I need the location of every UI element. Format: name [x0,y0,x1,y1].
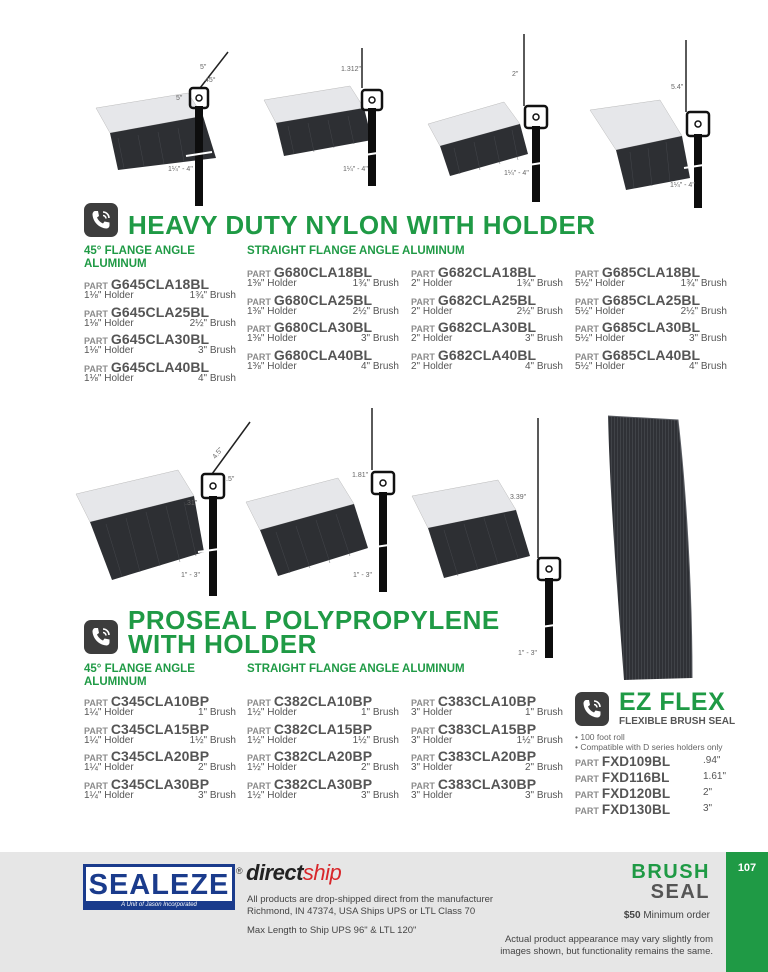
ez-flex-bullet: • Compatible with D series holders only [575,742,723,752]
brush-size: 2½" Brush [189,317,236,329]
part-prefix: PART [575,790,599,800]
directship-direct: direct [246,860,303,885]
brush-size: 2" Brush [197,762,236,773]
part-number: FXD109BL [601,754,671,769]
part-number: G645CLA18BL [110,276,210,292]
part-prefix: PART [575,774,599,784]
dimension-label: .31" [185,500,198,507]
part-row [84,276,236,304]
sealeze-logo [83,864,235,910]
shipping-info: Richmond, IN 47374, USA Ships UPS or LTL Class 70 [247,906,476,917]
directship-logo [246,860,341,886]
part-row [411,264,563,292]
directship-ship: ship [302,860,342,885]
brush-size: 1½" Brush [516,734,563,746]
proseal-part-column [84,693,236,803]
part-prefix: PART [84,336,108,346]
part-row [247,721,399,749]
ez-flex-bullet: • 100 foot roll [575,732,625,742]
part-prefix: PART [411,351,435,362]
part-number: C382CLA10BP [273,693,373,709]
sealeze-logo-text: SEALEZE [88,869,230,901]
part-prefix: PART [247,296,271,307]
holder-size: 1¼" Holder [84,762,134,773]
product-photo-g685 [586,40,726,210]
brush-size: 1½" Brush [189,734,236,746]
holder-size: 1¼" Holder [84,789,134,801]
shipping-info: All products are drop-shipped direct from the manufacturer [247,894,494,905]
ez-flex-title: EZ FLEX [619,688,726,716]
proseal-title-line2: WITH HOLDER [128,629,317,659]
part-number: C383CLA20BP [437,748,537,764]
brush-size: 3" Brush [197,345,236,356]
ez-flex-part-row [575,801,735,817]
part-prefix: PART [247,698,271,708]
dimension-label: 1¼" - 4" [343,166,368,173]
part-row [411,292,563,320]
holder-size: 1⅛" Holder [84,372,134,384]
holder-size: 3" Holder [411,762,453,773]
part-row [84,721,236,749]
holder-size: 1½" Holder [247,707,297,718]
heavy-duty-straight-subheading: STRAIGHT FLANGE ANGLE ALUMINUM [247,245,465,257]
part-prefix: PART [575,351,599,362]
part-row [84,776,236,804]
holder-size: 1⅛" Holder [84,290,134,301]
dimension-label: 5" [176,95,183,102]
part-prefix: PART [247,753,271,763]
ez-flex-size: 1.61" [703,771,727,782]
part-number: C382CLA20BP [273,748,373,764]
ez-flex-subtitle: FLEXIBLE BRUSH SEAL [619,716,736,727]
part-prefix: PART [411,269,435,279]
product-photo-c382 [242,408,402,593]
holder-size: 5½" Holder [575,360,625,372]
disclaimer-line: images shown, but functionality remains the same. [500,946,713,957]
part-number: C383CLA15BP [437,720,537,737]
holder-size: 3" Holder [411,734,453,746]
brush-size: 4" Brush [688,360,727,372]
part-number: G645CLA30BL [110,331,210,347]
dimension-label: 1¼" - 4" [670,182,695,189]
product-photo-g645 [88,48,238,208]
holder-size: 1⅜" Holder [247,333,297,344]
ez-flex-size: 2" [703,787,713,798]
part-prefix: PART [411,780,435,791]
part-number: G645CLA25BL [110,303,210,320]
part-prefix: PART [247,780,271,791]
registered-mark: ® [236,866,243,876]
proseal-part-column [247,693,399,803]
part-number: G685CLA30BL [601,319,701,335]
dimension-label: 1.81" [352,472,369,479]
minimum-amount: $50 [623,910,641,921]
brush-size: 2" Brush [360,762,399,773]
holder-size: 5½" Holder [575,278,625,289]
dimension-label: 3.39" [510,494,527,501]
part-number: G680CLA18BL [273,264,373,280]
brush-size: 3" Brush [524,789,563,801]
brush-size: 2½" Brush [352,305,399,317]
brush-size: 4" Brush [197,372,236,384]
part-number: G680CLA30BL [273,319,373,335]
ez-flex-size: .94" [703,755,721,766]
ez-flex-part-row [575,769,735,785]
part-row [84,359,236,387]
holder-size: 2" Holder [411,360,453,372]
part-prefix: PART [411,296,435,307]
part-number: C345CLA20BP [110,748,210,764]
holder-size: 5½" Holder [575,305,625,317]
holder-size: 1¼" Holder [84,707,134,718]
brush-size: 3" Brush [360,789,399,801]
part-number: C383CLA30BP [437,775,537,792]
proseal-part-column [411,693,563,803]
proseal-straight-subheading: STRAIGHT FLANGE ANGLE ALUMINUM [247,663,465,675]
part-number: G682CLA18BL [437,264,537,280]
brush-size: 2½" Brush [516,305,563,317]
holder-size: 1¼" Holder [84,734,134,746]
holder-size: 2" Holder [411,305,453,317]
proseal-title-line1: PROSEAL POLYPROPYLENE [128,605,500,635]
part-row [575,264,727,292]
part-prefix: PART [411,324,435,334]
brush-size: 1¾" Brush [352,278,399,289]
part-row [247,347,399,375]
dimension-label: 4.5" [211,446,225,461]
shipping-info: Max Length to Ship UPS 96" & LTL 120" [247,925,417,936]
part-number: C382CLA30BP [273,775,373,792]
holder-size: 3" Holder [411,707,453,718]
part-number: C383CLA10BP [437,693,537,709]
proseal-45-subheading: 45° FLANGE ANGLE ALUMINUM [84,663,195,688]
dimension-label: 1.312" [341,66,362,73]
holder-size: 1½" Holder [247,762,297,773]
part-prefix: PART [575,806,599,816]
brush-size: 1" Brush [360,707,399,718]
brush-size: 1¾" Brush [680,278,727,289]
product-photo-g680 [258,48,398,188]
part-number: G680CLA25BL [273,291,373,308]
sealeze-logo-tagline: A Unit of Jason Incorporated [86,901,232,910]
brush-size: 3" Brush [360,333,399,344]
part-row [411,319,563,347]
part-number: G682CLA40BL [437,346,537,363]
brush-size: 2½" Brush [680,305,727,317]
part-row [411,693,563,721]
part-prefix: PART [247,351,271,362]
holder-size: 1½" Holder [247,734,297,746]
dimension-label: 1" - 3" [518,650,537,657]
ez-flex-part-row [575,785,735,801]
part-prefix: PART [84,308,108,319]
brush-seal-label: SEAL [650,881,710,903]
part-prefix: PART [84,281,108,291]
ez-flex-part-row [575,753,735,769]
holder-size: 2" Holder [411,333,453,344]
part-row [575,319,727,347]
part-row [84,748,236,776]
part-prefix: PART [575,296,599,307]
dimension-label: 1¼" - 4" [168,166,193,173]
heavy-duty-45-subheading: 45° FLANGE ANGLE ALUMINUM [84,245,195,270]
part-prefix: PART [84,725,108,736]
holder-size: 1⅜" Holder [247,360,297,372]
holder-size: 2" Holder [411,278,453,289]
part-prefix: PART [247,324,271,334]
part-row [575,292,727,320]
part-prefix: PART [84,780,108,791]
part-row [411,748,563,776]
part-number: C345CLA30BP [110,775,210,792]
brush-size: 4" Brush [524,360,563,372]
part-row [411,347,563,375]
disclaimer-line: Actual product appearance may vary slightly from [504,934,713,945]
ez-flex-brush-photo [596,410,716,690]
dimension-label: 1¼" - 4" [504,170,529,177]
part-number: G685CLA40BL [601,346,701,363]
holder-size: 1½" Holder [247,789,297,801]
phone-icon [84,203,118,237]
part-prefix: PART [411,753,435,763]
part-number: FXD120BL [601,786,671,801]
part-prefix: PART [575,324,599,334]
heavy-duty-part-column [247,264,399,374]
part-number: G685CLA25BL [601,291,701,308]
holder-size: 1⅛" Holder [84,345,134,356]
product-photo-g682 [424,34,564,204]
brush-size: 1" Brush [197,707,236,718]
part-number: C345CLA15BP [110,720,210,737]
dimension-label: 5.4" [671,84,684,91]
part-row [247,748,399,776]
brush-size: 3" Brush [524,333,563,344]
brush-size: 1¾" Brush [516,278,563,289]
dimension-label: 1" - 3" [353,572,372,579]
disclaimer [453,934,713,958]
page-number: 107 [737,862,757,874]
ez-flex-size: 3" [703,803,713,814]
part-prefix: PART [411,725,435,736]
part-prefix: PART [84,363,108,374]
part-prefix: PART [247,725,271,736]
brush-size: 4" Brush [360,360,399,372]
product-photo-c345 [72,412,252,597]
brush-size: 1" Brush [524,707,563,718]
part-number: C382CLA15BP [273,720,373,737]
brush-size: 1½" Brush [352,734,399,746]
part-number: G680CLA40BL [273,346,373,363]
part-row [84,304,236,332]
holder-size: 1⅜" Holder [247,305,297,317]
holder-size: 3" Holder [411,789,453,801]
part-row [575,347,727,375]
holder-size: 5½" Holder [575,333,625,344]
part-number: FXD116BL [601,770,670,785]
dimension-label: 45° [205,77,216,84]
minimum-text: Minimum order [643,910,710,921]
heavy-duty-title: HEAVY DUTY NYLON WITH HOLDER [128,210,596,240]
part-number: C345CLA10BP [110,693,210,709]
part-row [247,319,399,347]
dimension-label: 2" [512,71,519,78]
holder-size: 1⅛" Holder [84,317,134,329]
part-row [84,693,236,721]
part-prefix: PART [84,698,108,708]
part-prefix: PART [575,269,599,279]
part-prefix: PART [247,269,271,279]
part-row [247,693,399,721]
heavy-duty-part-column [411,264,563,374]
heavy-duty-part-column [575,264,727,374]
part-number: FXD130BL [601,802,671,817]
part-prefix: PART [84,753,108,763]
part-number: G685CLA18BL [601,264,701,280]
part-prefix: PART [575,758,599,768]
heavy-duty-part-column [84,276,236,386]
part-row [247,292,399,320]
part-number: G645CLA40BL [110,358,210,375]
part-row [411,721,563,749]
part-number: G682CLA30BL [437,319,537,335]
part-prefix: PART [411,698,435,708]
minimum-order [624,910,710,921]
dimension-label: .5" [226,476,235,483]
holder-size: 1⅜" Holder [247,278,297,289]
brush-size: 3" Brush [688,333,727,344]
brush-size: 3" Brush [197,789,236,801]
dimension-label: 5" [200,64,207,71]
part-row [84,331,236,359]
phone-icon [84,620,118,654]
part-row [247,264,399,292]
part-number: G682CLA25BL [437,291,537,308]
brush-size: 1¾" Brush [189,290,236,301]
part-row [411,776,563,804]
phone-icon [575,692,609,726]
brush-seal-label: BRUSH [631,861,710,883]
part-row [247,776,399,804]
dimension-label: 1" - 3" [181,572,200,579]
brush-size: 2" Brush [524,762,563,773]
